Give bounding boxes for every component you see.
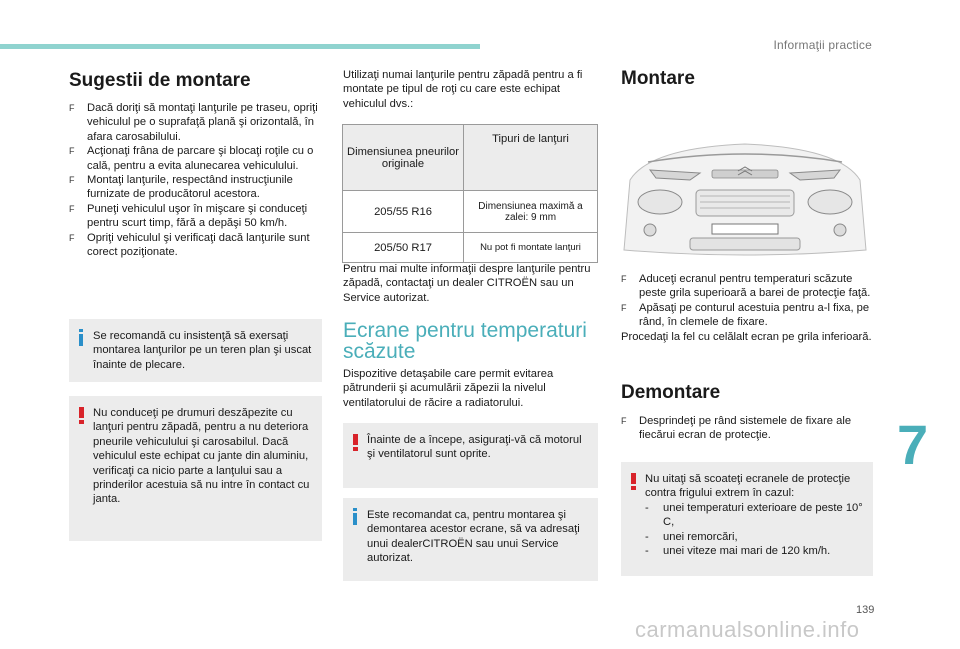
info-text: Este recomandat ca, pentru montarea şi demontarea acestor ecrane, să va adresaţi unui dealerCITROËN sau unui Service autorizat. <box>367 509 580 565</box>
table-cell: Nu pot fi montate lanţuri <box>464 233 598 263</box>
list-item: - unei remorcări, <box>645 530 863 544</box>
warning-text: Nu conduceţi pe drumuri deszăpezite cu lanţuri pentru zăpadă, pentru a nu deteriora pneurile vehiculului şi carosabilul. Dacă vehiculul este echipat cu jante din aluminiu, verificaţi ca nicio parte a lanţului sau a prinderilor acestuia să nu intre în contact cu janta. <box>93 407 310 506</box>
list-item: F Montaţi lanţurile, respectând instrucţiunile furnizate de producătorul acestora. <box>69 173 319 202</box>
low-temp-screens-title: Ecrane pentru temperaturi scăzute <box>343 319 587 363</box>
table-cell: Dimensiunea maximă a zalei: 9 mm <box>464 191 598 233</box>
table-cell: 205/55 R16 <box>343 191 464 233</box>
warning-box <box>343 423 598 488</box>
mounting-tips-title: Sugestii de montare <box>69 70 251 91</box>
chains-intro: Utilizaţi numai lanţurile pentru zăpadă pentru a fi montate pe tipul de roţi cu care este echipat vehiculul dvs.: <box>343 69 583 110</box>
list-item: - unei temperaturi exterioare de peste 10° C, <box>645 501 863 530</box>
mounting-steps <box>621 272 873 344</box>
table-cell: 205/50 R17 <box>343 233 464 263</box>
header-accent-bar <box>0 44 480 49</box>
table-row <box>343 191 598 233</box>
info-box <box>69 319 322 382</box>
list-item: F Aduceţi ecranul pentru temperaturi scăzute peste grila superioară a barei de protecţie faţă. <box>621 272 873 301</box>
dismount-steps <box>621 414 873 443</box>
list-item: - unei viteze mai mari de 120 km/h. <box>645 544 863 558</box>
table-row <box>343 233 598 263</box>
info-box <box>343 498 598 581</box>
section-header-title: Informaţii practice <box>773 38 872 52</box>
warning-box <box>69 396 322 541</box>
table-header-row <box>343 125 598 191</box>
warning-text: Înainte de a începe, asiguraţi-vă că motorul şi ventilatorul sunt oprite. <box>367 434 582 461</box>
mounting-note: Procedaţi la fel cu celălalt ecran pe grila inferioară. <box>621 330 872 343</box>
warning-text: Nu uitaţi să scoateţi ecranele de protecţie contra frigului extrem în cazul: <box>645 473 851 500</box>
table-header-cell: Dimensiunea pneurilor originale <box>343 125 464 191</box>
mounting-title: Montare <box>621 68 695 89</box>
warning-content <box>621 462 873 568</box>
list-item: F Opriţi vehiculul şi verificaţi dacă lanţurile sunt corect poziţionate. <box>69 231 319 260</box>
warning-box <box>621 462 873 576</box>
list-item: F Desprindeţi pe rând sistemele de fixare ale fiecărui ecran de protecţie. <box>621 414 873 443</box>
more-info-text: Pentru mai multe informaţii despre lanţurile pentru zăpadă, contactaţi un dealer CITROËN sau un Service autorizat. <box>343 263 591 304</box>
watermark: carmanualsonline.info <box>635 617 860 642</box>
car-front-illustration <box>620 140 870 262</box>
list-item: F Acţionaţi frâna de parcare şi blocaţi roţile cu o cală, pentru a evita alunecarea vehiculului. <box>69 144 319 173</box>
list-item: F Puneţi vehiculul uşor în mişcare şi conduceţi pentru scurt timp, fără a depăşi 50 km/h. <box>69 202 319 231</box>
chapter-number: 7 <box>897 413 929 476</box>
chains-table <box>342 124 598 263</box>
list-item: F Apăsaţi pe conturul acestuia pentru a-l fixa, pe rând, în clemele de fixare. <box>621 301 873 330</box>
info-text: Se recomandă cu insistenţă să exersaţi montarea lanţurilor pe un teren plan şi uscat înainte de plecare. <box>93 330 312 371</box>
low-temp-screens-text: Dispozitive detaşabile care permit evitarea pătrunderii şi acumulării zăpezii la nivelul ventilatorului de răcire a radiatorului. <box>343 368 554 409</box>
mounting-tips-list <box>69 101 319 259</box>
list-item: F Dacă doriţi să montaţi lanţurile pe traseu, opriţi vehiculul pe o suprafaţă plană şi orizontală, în afara carosabilului. <box>69 101 319 144</box>
page-number: 139 <box>856 604 875 616</box>
table-header-cell: Tipuri de lanţuri <box>464 125 598 191</box>
dismount-title: Demontare <box>621 382 721 403</box>
